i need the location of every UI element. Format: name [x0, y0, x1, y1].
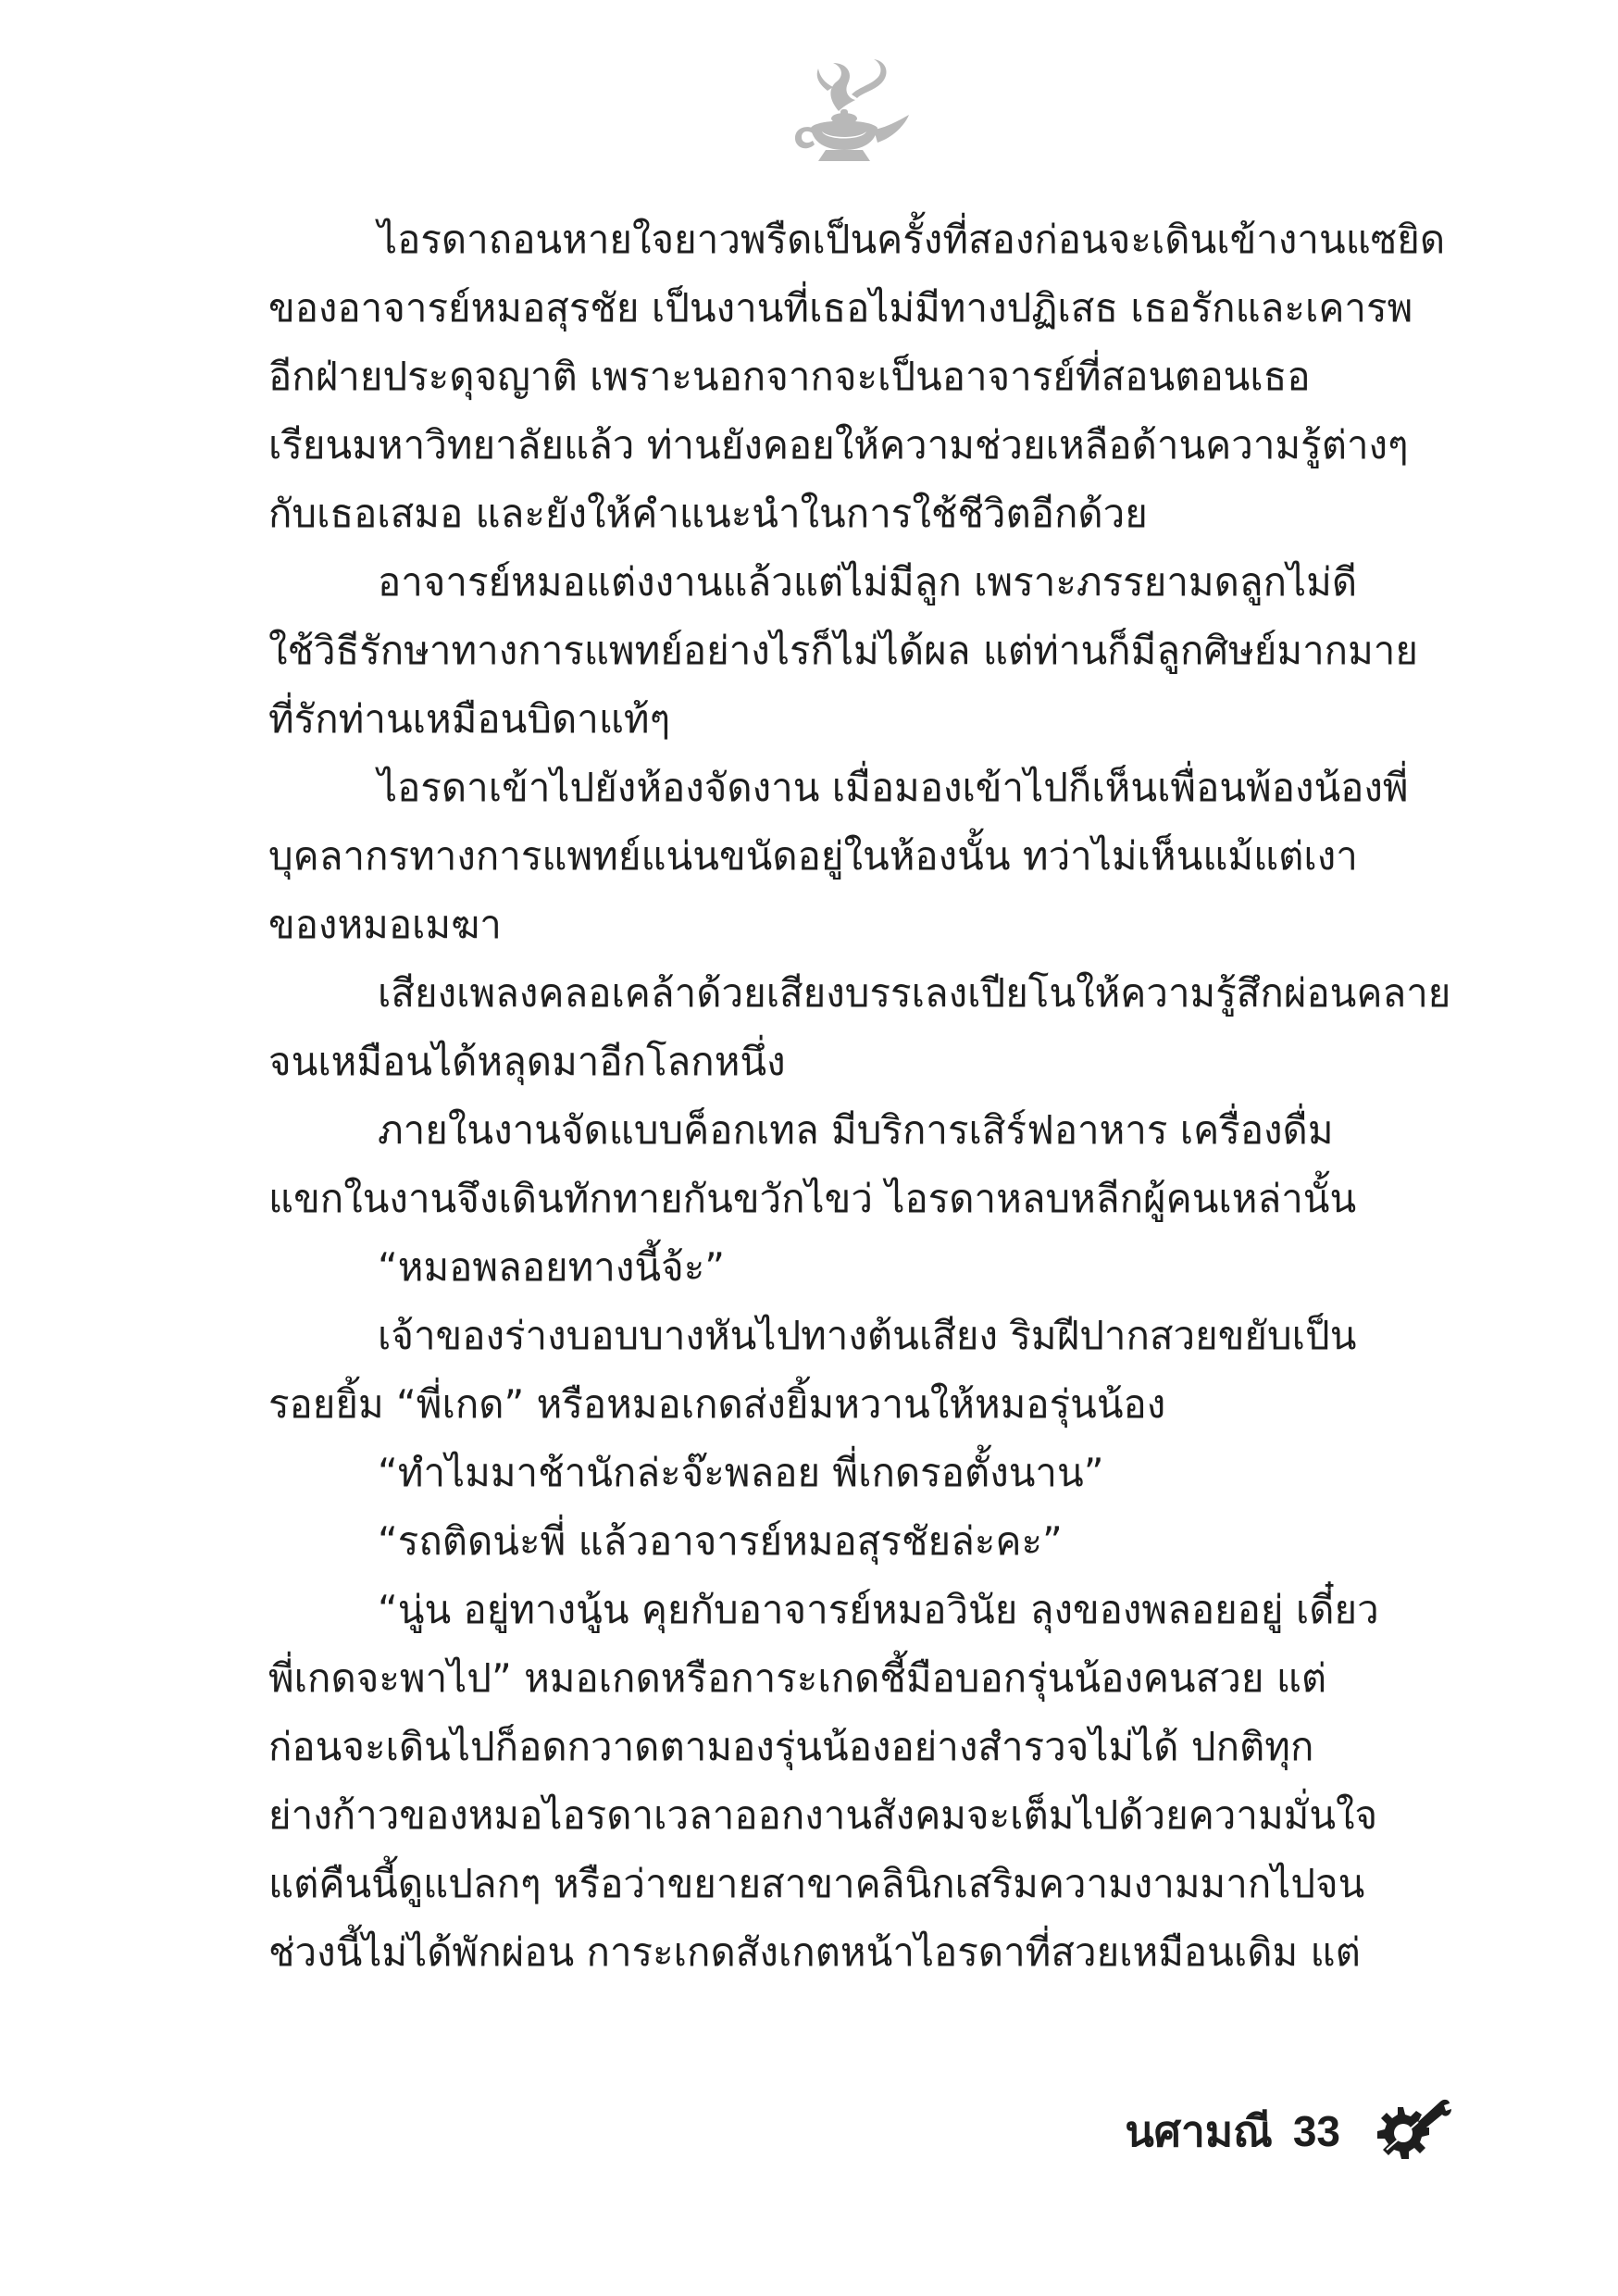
author-name: นศามณี — [1125, 2105, 1273, 2156]
text-line: ไอรดาถอนหายใจยาวพรืดเป็นครั้งที่สองก่อนจะเดินเข้างานแซยิด — [378, 217, 1446, 262]
text-line: ภายในงานจัดแบบค็อกเทล มีบริการเสิร์ฟอาหาร เครื่องดื่ม — [378, 1107, 1334, 1153]
text-line: ของหมอเมฆา — [268, 902, 502, 947]
page-footer — [1125, 2094, 1453, 2168]
genie-lamp-icon — [774, 54, 918, 170]
text-line: อาจารย์หมอแต่งงานแล้วแต่ไม่มีลูก เพราะภรรยามดลูกไม่ดี — [378, 559, 1358, 605]
text-line: ย่างก้าวของหมอไอรดาเวลาออกงานสังคมจะเต็มไปด้วยความมั่นใจ — [268, 1792, 1378, 1838]
text-line: พี่เกดจะพาไป” หมอเกดหรือการะเกดชี้มือบอกรุ่นน้องคนสวย แต่ — [268, 1655, 1327, 1701]
text-line: ใช้วิธีรักษาทางการแพทย์อย่างไรก็ไม่ได้ผล แต่ท่านก็มีลูกศิษย์มากมาย — [268, 628, 1418, 673]
text-line: อีกฝ่ายประดุจญาติ เพราะนอกจากจะเป็นอาจารย์ที่สอนตอนเธอ — [268, 354, 1311, 399]
text-line: ช่วงนี้ไม่ได้พักผ่อน การะเกดสังเกตหน้าไอรดาที่สวยเหมือนเดิม แต่ — [268, 1929, 1361, 1975]
gear-ornament-icon — [1361, 2094, 1453, 2168]
text-line: “รถติดน่ะพี่ แล้วอาจารย์หมอสุรชัยล่ะคะ” — [378, 1518, 1063, 1564]
text-line: ของอาจารย์หมอสุรชัย เป็นงานที่เธอไม่มีทางปฏิเสธ เธอรักและเคารพ — [268, 285, 1413, 331]
body-text — [268, 206, 1453, 1987]
text-line: “นู่น อยู่ทางนู้น คุยกับอาจารย์หมอวินัย ลุงของพลอยอยู่ เดี๋ยว — [378, 1587, 1379, 1632]
text-line: “หมอพลอยทางนี้จ้ะ” — [378, 1244, 726, 1290]
text-line: เรียนมหาวิทยาลัยแล้ว ท่านยังคอยให้ความช่วยเหลือด้านความรู้ต่างๆ — [268, 422, 1409, 468]
text-line: ที่รักท่านเหมือนบิดาแท้ๆ — [268, 696, 671, 742]
text-line: “ทำไมมาช้านักล่ะจ๊ะพลอย พี่เกดรอตั้งนาน” — [378, 1450, 1104, 1495]
text-line: ไอรดาเข้าไปยังห้องจัดงาน เมื่อมองเข้าไปก็เห็นเพื่อนพ้องน้องพี่ — [378, 765, 1409, 810]
text-line: เจ้าของร่างบอบบางหันไปทางต้นเสียง ริมฝีปากสวยขยับเป็น — [378, 1313, 1357, 1358]
text-line: กับเธอเสมอ และยังให้คำแนะนำในการใช้ชีวิตอีกด้วย — [268, 491, 1148, 536]
text-line: จนเหมือนได้หลุดมาอีกโลกหนึ่ง — [268, 1039, 786, 1084]
text-line: บุคลากรทางการแพทย์แน่นขนัดอยู่ในห้องนั้น ทว่าไม่เห็นแม้แต่เงา — [268, 833, 1358, 879]
text-line: เสียงเพลงคลอเคล้าด้วยเสียงบรรเลงเปียโนให้ความรู้สึกผ่อนคลาย — [378, 970, 1451, 1016]
text-line: แต่คืนนี้ดูแปลกๆ หรือว่าขยายสาขาคลินิกเสริมความงามมากไปจน — [268, 1861, 1365, 1906]
text-line: รอยยิ้ม “พี่เกด” หรือหมอเกดส่งยิ้มหวานให้หมอรุ่นน้อง — [268, 1381, 1166, 1427]
text-line: แขกในงานจึงเดินทักทายกันขวักไขว่ ไอรดาหลบหลีกผู้คนเหล่านั้น — [268, 1176, 1357, 1221]
page-number: 33 — [1292, 2107, 1340, 2155]
text-line: ก่อนจะเดินไปก็อดกวาดตามองรุ่นน้องอย่างสำรวจไม่ได้ ปกติทุก — [268, 1724, 1314, 1769]
